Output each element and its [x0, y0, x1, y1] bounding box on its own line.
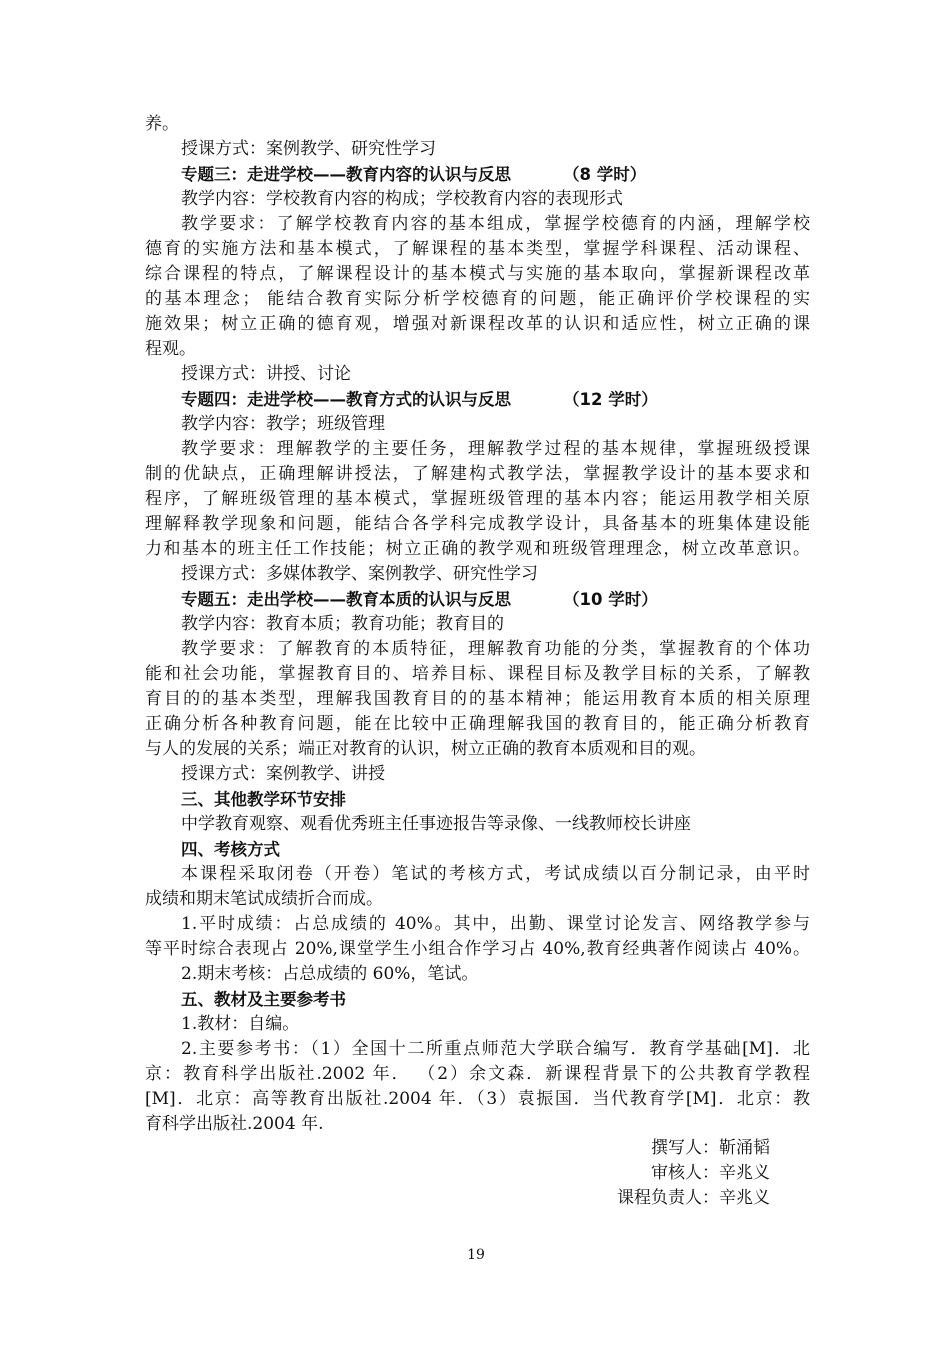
text-line: 理解释教学现象和问题，能结合各学科完成教学设计，具备基本的班集体建设能: [145, 514, 810, 534]
body-text: [145, 112, 810, 1137]
section-heading: 四、考核方式: [181, 840, 280, 859]
text-line: 与人的发展的关系；端正对教育的认识，树立正确的教育本质观和目的观。: [145, 739, 706, 759]
text-line: 教学内容：学校教育内容的构成；学校教育内容的表现形式: [181, 189, 623, 209]
text-line: 能和社会功能，掌握教育目的、培养目标、课程目标及教学目标的关系，了解教: [145, 664, 810, 684]
text-line: 教学要求：了解学校教育内容的基本组成，掌握学校德育的内涵，理解学校: [181, 214, 810, 234]
text-line: 京：教育科学出版社.2002 年． （2）余文森．新课程背景下的公共教育学教程: [145, 1064, 810, 1084]
text-line: 程序，了解班级管理的基本模式，掌握班级管理的基本内容；能运用教学相关原: [145, 489, 810, 509]
text-line: 程观。: [145, 339, 196, 359]
text-line: 育科学出版社.2004 年.: [145, 1114, 324, 1134]
text-line: 教学要求：理解教学的主要任务，理解教学过程的基本规律，掌握班级授课: [181, 439, 810, 459]
text-line: [M]．北京：高等教育出版社.2004 年．（3）袁振国．当代教育学[M]．北京：教: [145, 1089, 810, 1109]
topic-heading: [145, 162, 810, 187]
text-line: 授课方式：案例教学、讲授: [181, 764, 385, 784]
text-line: 养。: [145, 114, 179, 134]
text-line: 力和基本的班主任工作技能；树立正确的教学观和班级管理理念，树立改革意识。: [145, 539, 810, 559]
text-line: 2.主要参考书：（1）全国十二所重点师范大学联合编写．教育学基础[M]．北: [181, 1039, 810, 1059]
topic-hours: （8 学时）: [563, 165, 647, 184]
section-heading: 三、其他教学环节安排: [181, 790, 346, 809]
text-line: 施效果；树立正确的德育观，增强对新课程改革的认识和适应性，树立正确的课: [145, 314, 810, 334]
text-line: 制的优缺点，正确理解讲授法，了解建构式教学法，掌握教学设计的基本要求和: [145, 464, 810, 484]
text-line: 等平时综合表现占 20%,课堂学生小组合作学习占 40%,教育经典著作阅读占 40%。: [145, 939, 810, 959]
text-line: 1.教材：自编。: [181, 1014, 300, 1034]
topic-hours: （10 学时）: [563, 590, 658, 609]
topic-heading: [145, 387, 810, 412]
text-line: 的基本理念； 能结合教育实际分析学校德育的问题，能正确评价学校课程的实: [145, 289, 810, 309]
text-line: 授课方式：案例教学、研究性学习: [181, 139, 436, 159]
text-line: 教学要求：了解教育的本质特征，理解教育功能的分类，掌握教育的个体功: [181, 639, 810, 659]
text-line: 教学内容：教学；班级管理: [181, 414, 385, 434]
writer-line: 撰写人：靳涌韬: [651, 1138, 770, 1158]
topic-title: 专题四：走进学校——教育方式的认识与反思: [181, 390, 511, 409]
text-line: 授课方式：多媒体教学、案例教学、研究性学习: [181, 564, 538, 584]
text-line: 正确分析各种教育问题，能在比较中正确理解我国的教育目的，能正确分析教育: [145, 714, 810, 734]
text-line: 2.期末考核：占总成绩的 60%，笔试。: [181, 964, 479, 984]
text-line: 授课方式：讲授、讨论: [181, 364, 351, 384]
topic-heading: [145, 587, 810, 612]
topic-title: 专题三：走进学校——教育内容的认识与反思: [181, 165, 511, 184]
signature-block: [595, 1136, 770, 1211]
text-line: 教学内容：教育本质；教育功能；教育目的: [181, 614, 504, 634]
text-line: 德育的实施方法和基本模式，了解课程的基本类型，掌握学科课程、活动课程、: [145, 239, 810, 259]
text-line: 本课程采取闭卷（开卷）笔试的考核方式，考试成绩以百分制记录，由平时: [181, 864, 810, 884]
text-line: 成绩和期末笔试成绩折合而成。: [145, 889, 383, 909]
reviewer-line: 审核人：辛兆义: [651, 1163, 770, 1183]
topic-hours: （12 学时）: [563, 390, 658, 409]
section-heading: 五、教材及主要参考书: [181, 990, 346, 1009]
text-line: 中学教育观察、观看优秀班主任事迹报告等录像、一线教师校长讲座: [181, 814, 691, 834]
text-line: 1.平时成绩：占总成绩的 40%。其中，出勤、课堂讨论发言、网络教学参与: [181, 914, 810, 934]
topic-title: 专题五：走出学校——教育本质的认识与反思: [181, 590, 511, 609]
text-line: 育目的的基本类型，理解我国教育目的的基本精神；能运用教育本质的相关原理: [145, 689, 810, 709]
course-leader-line: 课程负责人：辛兆义: [617, 1188, 770, 1208]
text-line: 综合课程的特点，了解课程设计的基本模式与实施的基本取向，掌握新课程改革: [145, 264, 810, 284]
page-number: 19: [467, 1247, 485, 1263]
